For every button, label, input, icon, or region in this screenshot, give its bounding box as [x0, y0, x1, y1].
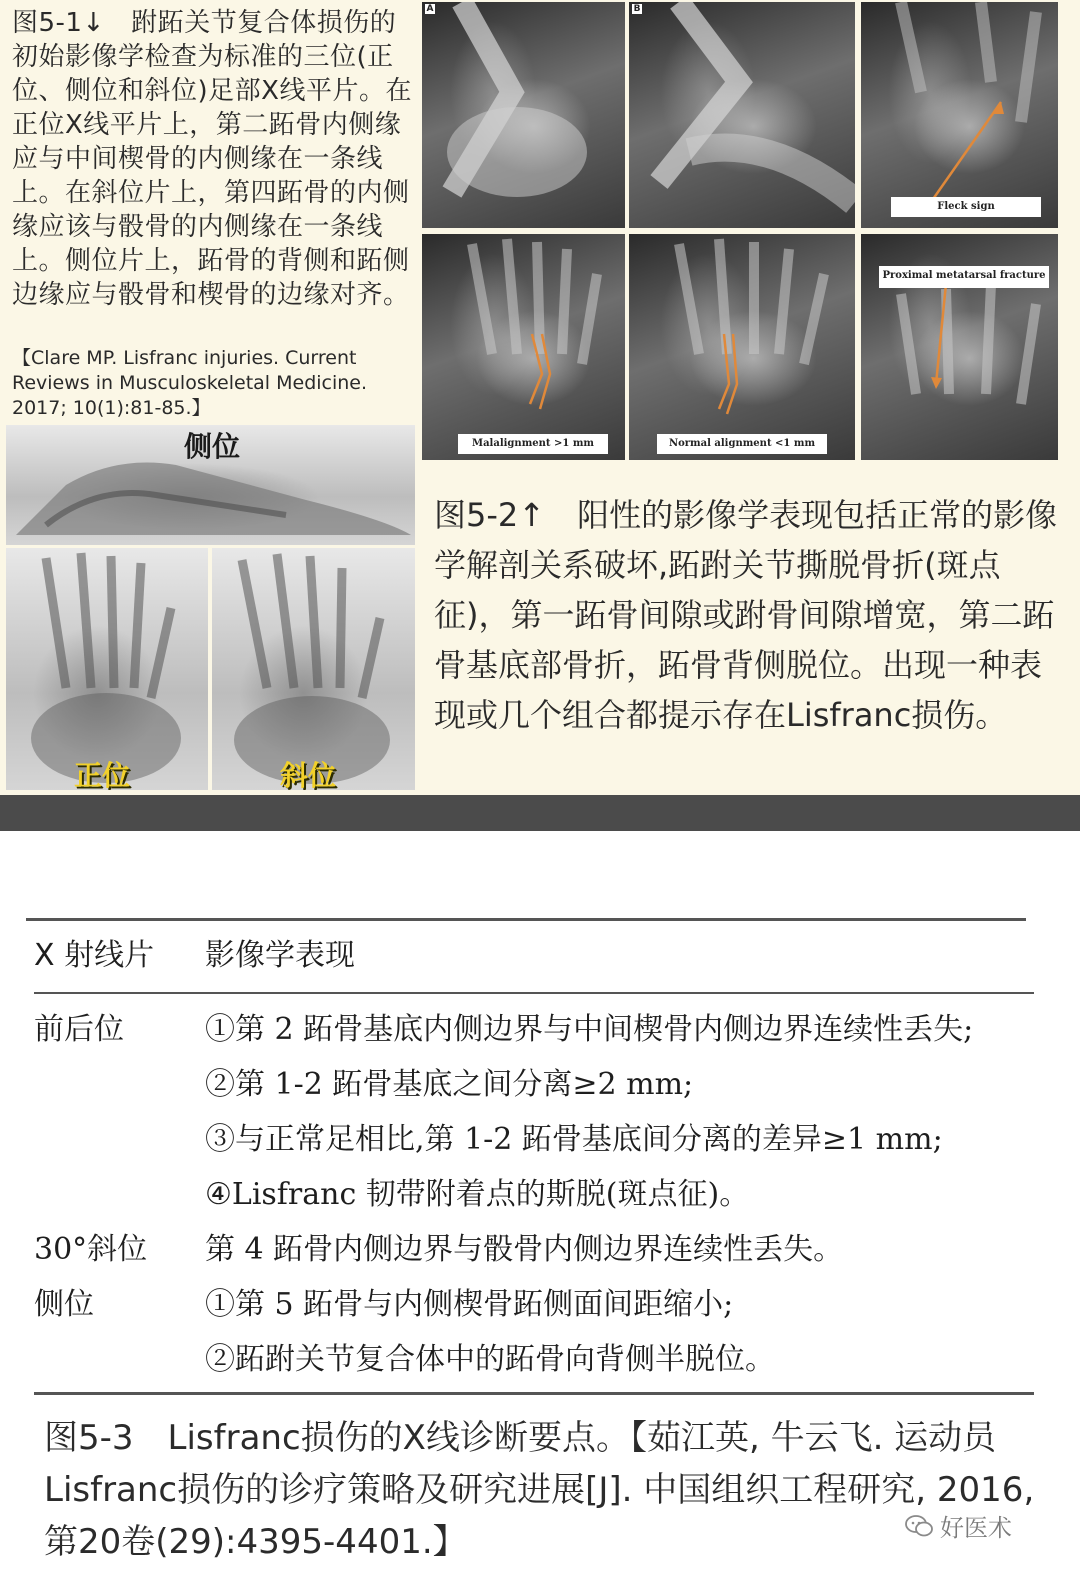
normal-alignment-label: Normal alignment <1 mm	[657, 434, 827, 454]
xray-malalignment	[422, 234, 625, 460]
ankle-lateral-bones	[629, 2, 855, 228]
watermark-text: 好医术	[940, 1514, 1012, 1542]
fleck-sign-arrow	[861, 2, 1058, 228]
watermark	[904, 1508, 1012, 1543]
table-cell-view: 前后位	[34, 1012, 124, 1047]
panel-a-tag: A	[426, 4, 434, 14]
table-cell-view: 30°斜位	[34, 1232, 148, 1267]
table-cell-finding: ③与正常足相比,第 1-2 跖骨基底间分离的差异≥1 mm;	[205, 1122, 943, 1157]
fleck-sign-label: Fleck sign	[891, 197, 1041, 217]
xray-proximal-fracture	[861, 234, 1058, 460]
fig3-caption: 图5-3 Lisfranc损伤的X线诊断要点。【茹江英, 牛云飞. 运动员Lisfranc损伤的诊疗策略及研究进展[J]. 中国组织工程研究, 2016, 第20卷(29):4395-4401.】	[44, 1418, 1035, 1562]
table-cell-finding: ②跖跗关节复合体中的跖骨向背侧半脱位。	[205, 1342, 775, 1377]
ankle-lateral-bones	[422, 2, 625, 228]
fig1-reference: 【Clare MP. Lisfranc injuries. Current Reviews in Musculoskeletal Medicine. 2017; 10(1):81-85.】	[12, 347, 368, 419]
xray-panel-a	[422, 2, 625, 228]
table-header-finding: 影像学表现	[205, 938, 355, 973]
proximal-fracture-label: Proximal metatarsal fracture	[879, 266, 1049, 288]
table-cell-finding: ②第 1-2 跖骨基底之间分离≥2 mm;	[205, 1067, 694, 1102]
oblique-xray-image	[212, 548, 415, 790]
table-bottom-rule	[34, 1392, 1034, 1395]
table-cell-finding: ①第 2 跖骨基底内侧边界与中间楔骨内侧边界连续性丢失;	[205, 1012, 974, 1047]
table-cell-view: 侧位	[34, 1287, 94, 1322]
malalignment-marks	[422, 234, 625, 460]
ap-xray-image	[6, 548, 208, 790]
wechat-icon	[904, 1514, 934, 1538]
xray-fleck-sign	[861, 2, 1058, 228]
xray-normal-alignment	[629, 234, 855, 460]
table-header-view: X 射线片	[34, 938, 155, 973]
table-cell-finding: ①第 5 跖骨与内侧楔骨跖侧面间距缩小;	[205, 1287, 734, 1322]
ap-label: 正位	[74, 759, 131, 790]
table-cell-finding: 第 4 跖骨内侧边界与骰骨内侧边界连续性丢失。	[205, 1232, 844, 1267]
fig2-caption: 图5-2↑ 阳性的影像学表现包括正常的影像学解剖关系破坏,跖跗关节撕脱骨折(斑点征)，第一跖骨间隙或跗骨间隙增宽，第二跖骨基底部骨折，跖骨背侧脱位。出现一种表现或几个组合都提示存在Lisfranc损伤。	[434, 496, 1058, 734]
lateral-xray-image	[6, 425, 415, 545]
malalignment-label: Malalignment >1 mm	[458, 434, 608, 454]
table-header-rule	[34, 992, 1034, 994]
oblique-label: 斜位	[280, 759, 337, 790]
section-divider	[0, 795, 1080, 831]
normal-alignment-marks	[629, 234, 855, 460]
lateral-label: 侧位	[184, 430, 241, 463]
fig1-caption: 图5-1↓ 跗跖关节复合体损伤的初始影像学检查为标准的三位(正位、侧位和斜位)足部X线平片。在正位X线平片上，第二跖骨内侧缘应与中间楔骨的内侧缘在一条线上。在斜位片上，第四跖骨的内侧缘应该与骰骨的内侧缘在一条线上。侧位片上，跖骨的背侧和跖侧边缘应与骰骨和楔骨的边缘对齐。	[12, 8, 412, 310]
xray-panel-b	[629, 2, 855, 228]
panel-b-tag: B	[633, 4, 641, 14]
table-cell-finding: ④Lisfranc 韧带附着点的斯脱(斑点征)。	[205, 1177, 750, 1212]
table-top-rule	[26, 918, 1026, 921]
